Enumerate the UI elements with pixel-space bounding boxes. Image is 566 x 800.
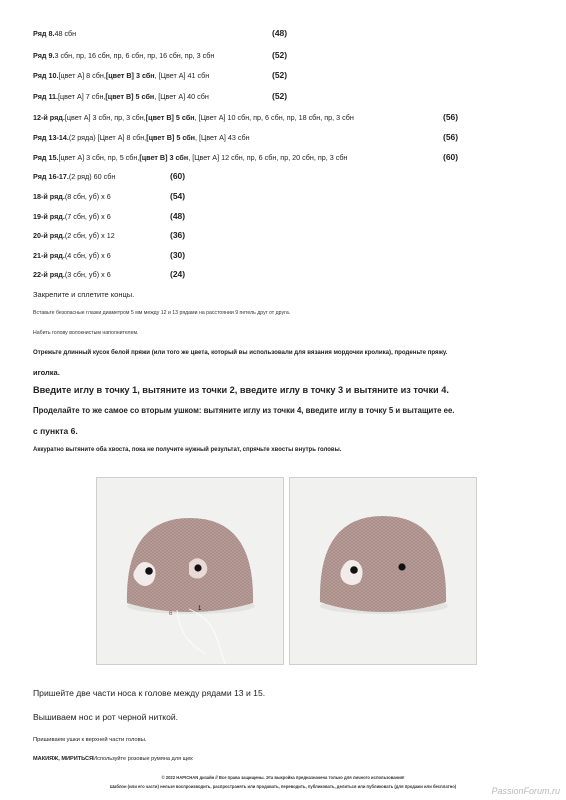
row-stitch-count: (56) (443, 112, 459, 122)
row-stitch-count: (56) (443, 132, 459, 142)
row-label: 18-й ряд. (33, 192, 65, 201)
eye-left (350, 566, 358, 574)
pattern-row (33, 251, 111, 260)
row-label: 22-й ряд. (33, 270, 65, 279)
cut-yarn-text: Отрежьте длинный кусок белой пряжи (или того же цвета, который вы использовали для вязания мордочки кролика), проденьте пряжу. (33, 349, 448, 356)
row-color-b: [цвет В] 5 сбн (145, 113, 195, 122)
row-stitch-count: (48) (272, 28, 288, 38)
eye-left (145, 567, 153, 575)
pattern-row (33, 231, 115, 240)
pattern-row (33, 29, 76, 38)
fasten-text: Закрепите и сплетите концы. (33, 290, 135, 299)
pattern-row (33, 212, 111, 221)
insert-text: Введите иглу в точку 1, вытяните из точки 2, введите иглу в точку 3 и вытяните из точки 4. (33, 385, 449, 395)
makeup-line (33, 756, 193, 762)
row-instructions: (2 сбн, уб) х 12 (64, 231, 115, 240)
pattern-row (33, 113, 354, 122)
photo-head-result (289, 477, 477, 665)
photo-head-stitch-points (96, 477, 284, 665)
row-label: Ряд 8. (33, 29, 55, 38)
row-label: 20-й ряд. (33, 231, 65, 240)
pattern-row (33, 71, 209, 80)
row-instructions-end: , [Цвет А] 10 сбн, пр, 6 сбн, пр, 18 сбн, пр, 3 сбн (194, 113, 354, 122)
makeup-label: МАКИЯЖ, МИРИТЬСЯ (33, 756, 94, 762)
point-1-label: 1 (198, 606, 202, 612)
row-label: 19-й ряд. (33, 212, 65, 221)
row-instructions: [цвет А] 3 сбн, пр, 3 сбн, (64, 113, 146, 122)
pattern-row (33, 92, 209, 101)
row-label: Ряд 9. (33, 51, 55, 60)
row-color-b: [цвет В] 3 сбн (105, 71, 155, 80)
embroider-text: Вышиваем нос и рот черной ниткой. (33, 712, 179, 722)
row-label: Ряд 10. (33, 71, 59, 80)
row-stitch-count: (52) (272, 91, 288, 101)
row-label: 12-й ряд. (33, 113, 65, 122)
row-stitch-count: (24) (170, 269, 186, 279)
row-instructions: 48 сбн (54, 29, 77, 38)
row-label: Ряд 11. (33, 92, 59, 101)
row-stitch-count: (52) (272, 50, 288, 60)
row-instructions: (7 сбн, уб) х 6 (64, 212, 111, 221)
point-6-label: 6 (169, 611, 173, 617)
row-label: 21-й ряд. (33, 251, 65, 260)
pattern-row (33, 153, 347, 162)
row-instructions-end: , [Цвет А] 43 сбн (195, 133, 250, 142)
row-instructions: (2 ряда) [Цвет А] 8 сбн, (68, 133, 147, 142)
stuff-text: Набить голову волокнистым наполнителем. (33, 330, 139, 336)
pattern-row (33, 192, 111, 201)
pattern-row (33, 133, 250, 142)
pull-text: Аккуратно вытяните оба хвоста, пока не получите нужный результат, спрячьте хвосты внутрь головы. (33, 447, 342, 453)
row-color-b: [цвет В] 5 сбн (146, 133, 196, 142)
row-instructions: [цвет А] 7 сбн, (58, 92, 106, 101)
row-color-b: [цвет В] 5 сбн (105, 92, 155, 101)
ears-text: Пришиваем ушки к верхней части головы. (33, 737, 147, 743)
row-stitch-count: (60) (170, 171, 186, 181)
eye-right (194, 564, 201, 571)
row-instructions-end: , [Цвет А] 12 сбн, пр, 6 сбн, пр, 20 сбн, пр, 3 сбн (188, 153, 348, 162)
row-instructions: [цвет А] 8 сбн, (58, 71, 106, 80)
row-instructions: (8 сбн, уб) х 6 (64, 192, 111, 201)
row-label: Ряд 13-14. (33, 133, 69, 142)
row-instructions-end: , [Цвет А] 41 сбн (154, 71, 210, 80)
sew-nose-text: Пришейте две части носа к голове между рядами 13 и 15. (33, 688, 266, 698)
row-instructions-end: , [Цвет А] 40 сбн (154, 92, 209, 101)
watermark: PassionForum.ru (491, 786, 560, 796)
row-instructions: 3 сбн, пр, 16 сбн, пр, 6 сбн, пр, 16 сбн, пр, 3 сбн (54, 51, 215, 60)
needle-text: иголка. (33, 368, 60, 377)
row-stitch-count: (30) (170, 250, 186, 260)
row-stitch-count: (48) (170, 211, 186, 221)
row-instructions: (3 сбн, уб) х 6 (64, 270, 111, 279)
row-label: Ряд 16-17. (33, 172, 69, 181)
row-instructions: [цвет А] 3 сбн, пр, 5 сбн, (58, 153, 140, 162)
row-stitch-count: (52) (272, 70, 288, 80)
footer-copyright: © 2022 HAPICHAN дизайн // Все права защищены. Эта выкройка предназначена только для личного использования! (161, 775, 405, 780)
pattern-row (33, 172, 115, 181)
row-stitch-count: (36) (170, 230, 186, 240)
row-label: Ряд 15. (33, 153, 59, 162)
pattern-row (33, 270, 111, 279)
eye-right (398, 563, 405, 570)
row-stitch-count: (60) (443, 152, 459, 162)
row-instructions: (2 ряд) 60 сбн (68, 172, 116, 181)
pattern-row (33, 51, 214, 60)
makeup-text: Используйте розовые румяна для щек (93, 756, 193, 762)
repeat-text: Проделайте то же самое со вторым ушком: вытяните иглу из точки 4, введите иглу в точку 5 и вытащите ее. (33, 406, 455, 415)
eyes-text: Вставьте безопасные глазки диаметром 5 мм между 12 и 13 рядами на расстоянии 9 петель друг от друга. (33, 310, 291, 316)
row-color-b: [цвет В] 3 сбн (139, 153, 189, 162)
row-instructions: (4 сбн, уб) х 6 (64, 251, 111, 260)
from6-text: с пункта 6. (33, 426, 78, 436)
row-stitch-count: (54) (170, 191, 186, 201)
footer-license: Шаблон (или его части) нельзя воспроизводить, распространять или продавать, переводить, публиковать, делиться или публиковать (для продажи или бесплатно) (109, 784, 457, 789)
